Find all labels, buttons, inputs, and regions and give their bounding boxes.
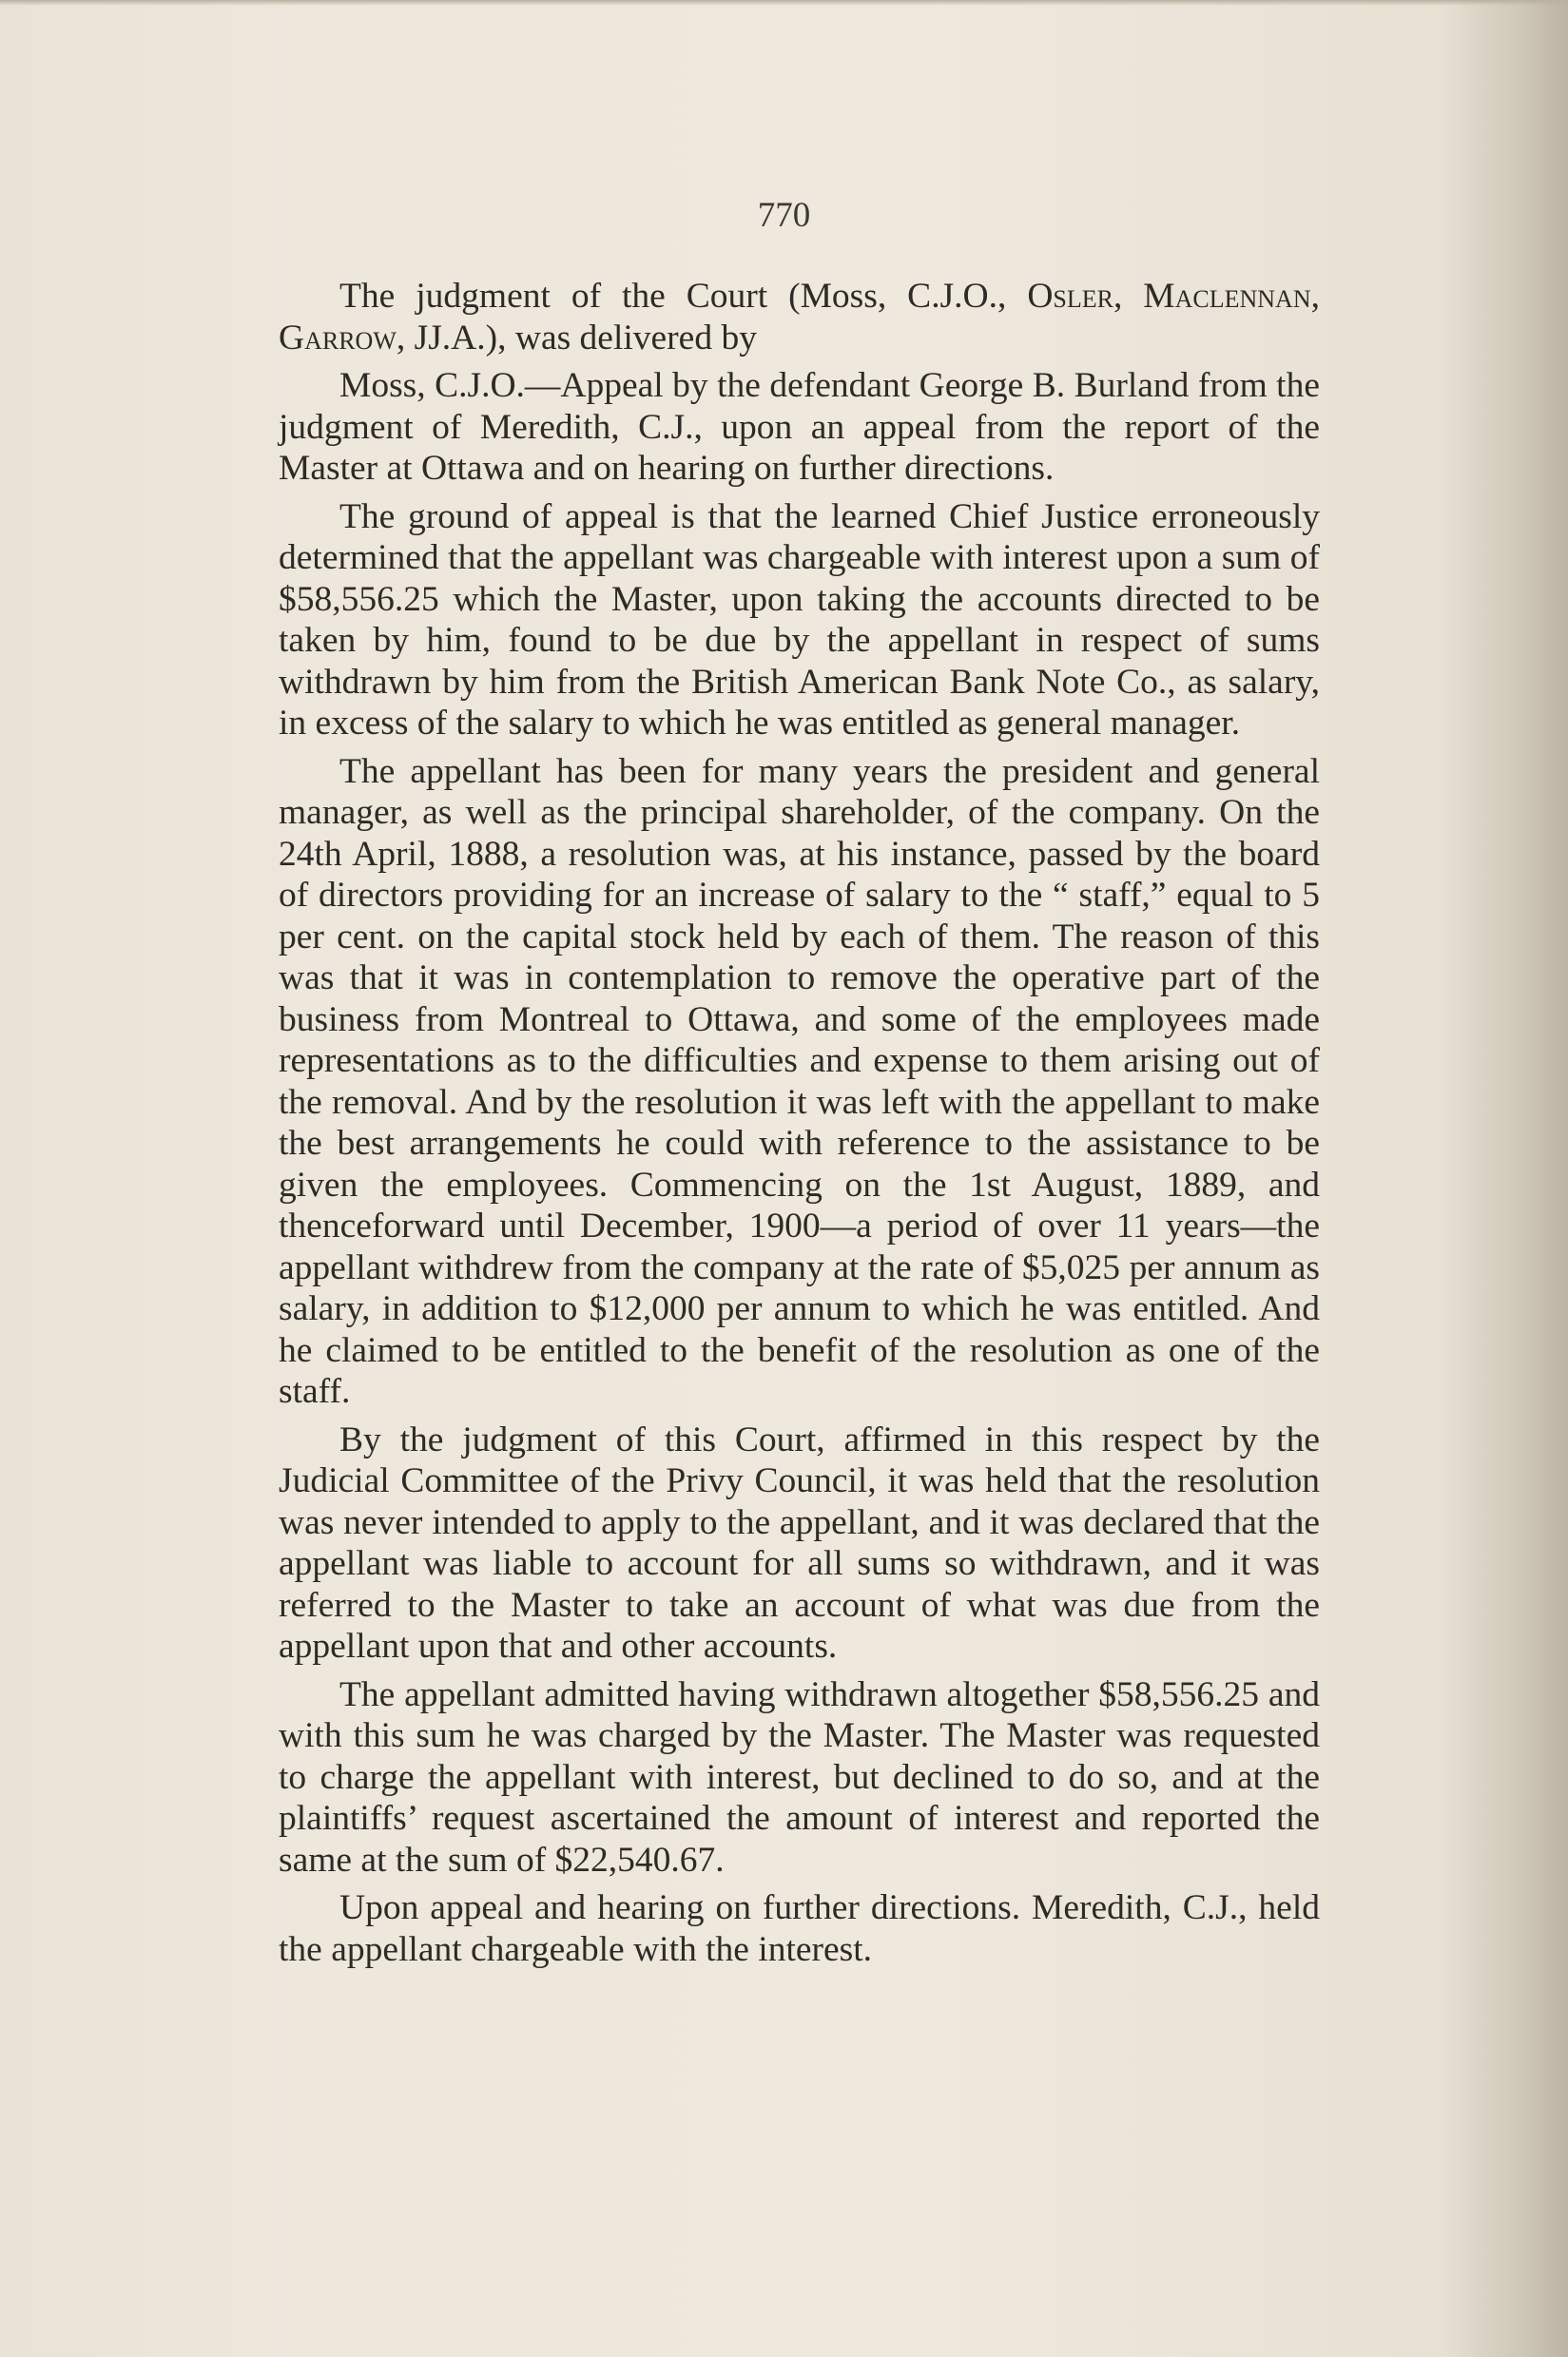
page-number: 770 — [757, 196, 811, 235]
judge-osler: Osler — [1027, 277, 1113, 316]
paragraph-ground-of-appeal: The ground of appeal is that the learned Chief Justice erroneously determined that the appellant was chargeable with interest upon a sum of $58,556.25 which the Master, upon taking the accounts directed to be taken by him, found to be due by the appellant in respect of sums withdrawn by him from the British American Bank Note Co., as salary, in excess of the salary to which he was entitled as general manager. — [279, 496, 1320, 743]
paragraph-judgment-opening: Moss, C.J.O.—Appeal by the defendant George B. Burland from the judgment of Meredith, C.J., upon an appeal from the report of the Master at Ottawa and on hearing on further directions. — [279, 366, 1320, 488]
document-body — [279, 276, 1320, 1977]
paragraph-master-report: The appellant admitted having withdrawn altogether $58,556.25 and with this sum he was charged by the Master. The Master was requested to charge the appellant with interest, but declined to do so, and at the plaintiffs’ request ascertained the amount of interest and reported the same at the sum of $22,540.67. — [279, 1674, 1320, 1880]
paragraph-further-directions: Upon appeal and hearing on further directions. Meredith, C.J., held the appellant chargeable with the interest. — [279, 1888, 1320, 1969]
judge-garrow: Garrow — [279, 318, 397, 357]
intro-text-3: , — [1310, 277, 1320, 316]
intro-text-4: , JJ.A.), was delivered by — [396, 318, 757, 357]
paragraph-background: The appellant has been for many years the president and general manager, as well as the principal shareholder, of the company. On the 24th April, 1888, a resolution was, at his instance, passed by the board of directors providing for an increase of salary to the “ staff,” equal to 5 per cent. on the capital stock held by each of them. The reason of this was that it was in contemplation to remove the operative part of the business from Montreal to Ottawa, and some of the employees made representations as to the difficulties and expense to them arising out of the removal. And by the resolution it was left with the appellant to make the best arrangements he could with reference to the assistance to be given the employees. Commencing on the 1st August, 1889, and thenceforward until December, 1900—a period of over 11 years—the appellant withdrew from the company at the rate of $5,025 per annum as salary, in addition to $12,000 per annum to which he was entitled. And he claimed to be entitled to the benefit of the resolution as one of the staff. — [279, 751, 1320, 1411]
paragraph-prior-judgment: By the judgment of this Court, affirmed in this respect by the Judicial Committee of the Privy Council, it was held that the resolution was never intended to apply to the appellant, and it was declared that the appellant was liable to account for all sums so withdrawn, and it was referred to the Master to take an account of what was due from the appellant upon that and other accounts. — [279, 1420, 1320, 1666]
judge-maclennan: Maclennan — [1143, 277, 1311, 316]
intro-text-2: , — [1113, 277, 1144, 316]
intro-paragraph — [279, 276, 1320, 358]
intro-text-1: The judgment of the Court (Moss, C.J.O., — [339, 277, 1028, 316]
